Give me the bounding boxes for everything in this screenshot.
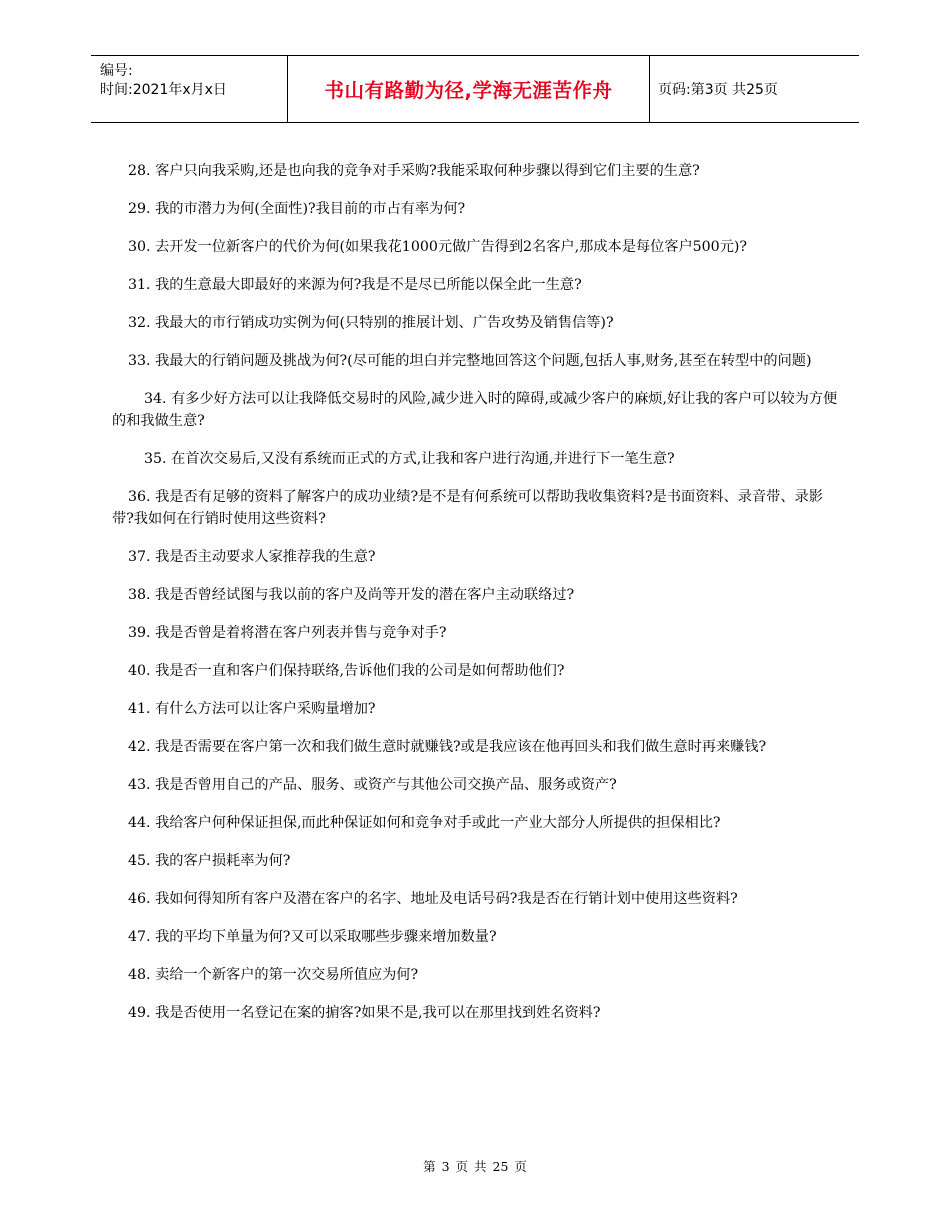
question-33: 33. 我最大的行销问题及挑战为何?(尽可能的坦白并完整地回答这个问题,包括人事,财务,甚至在转型中的问题) [128, 353, 812, 369]
footer-ye2: 页 [514, 1159, 527, 1174]
page-info: 页码:第3页 共25页 [658, 82, 778, 98]
footer-di: 第 [423, 1159, 436, 1174]
header-motto-cell [287, 56, 650, 122]
question-36: 36. 我是否有足够的资料了解客户的成功业绩?是不是有何系统可以帮助我收集资料?是书面资料、录音带、录影带?我如何在行销时使用这些资料? [112, 489, 823, 527]
question-28: 28. 客户只向我采购,还是也向我的竞争对手采购?我能采取何种步骤以得到它们主要的生意? [128, 163, 700, 179]
question-44: 44. 我给客户何种保证担保,而此种保证如何和竞争对手或此一产业大部分人所提供的担保相比? [128, 815, 721, 831]
question-48: 48. 卖给一个新客户的第一次交易所值应为何? [128, 967, 419, 983]
footer-total-pages: 25 [492, 1159, 509, 1174]
question-43: 43. 我是否曾用自己的产品、服务、或资产与其他公司交换产品、服务或资产? [128, 777, 617, 793]
question-41: 41. 有什么方法可以让客户采购量增加? [128, 701, 376, 717]
question-30: 30. 去开发一位新客户的代价为何(如果我花1000元做广告得到2名客户,那成本是每位客户500元)? [128, 239, 748, 255]
page-footer [0, 1157, 950, 1175]
question-39: 39. 我是否曾是着将潜在客户列表并售与竞争对手? [128, 625, 447, 641]
question-31: 31. 我的生意最大即最好的来源为何?我是不是尽已所能以保全此一生意? [128, 277, 582, 293]
question-29: 29. 我的市潜力为何(全面性)?我目前的市占有率为何? [128, 201, 466, 217]
question-34: 34. 有多少好方法可以让我降低交易时的风险,减少进入时的障碍,或减少客户的麻烦,好让我的客户可以较为方便的和我做生意? [112, 391, 838, 429]
question-38: 38. 我是否曾经试图与我以前的客户及尚等开发的潜在客户主动联络过? [128, 587, 575, 603]
question-32: 32. 我最大的市行销成功实例为何(只特别的推展计划、广告攻势及销售信等)? [128, 315, 614, 331]
question-47: 47. 我的平均下单量为何?又可以采取哪些步骤来增加数量? [128, 929, 497, 945]
footer-gong: 共 [474, 1159, 487, 1174]
question-49: 49. 我是否使用一名登记在案的掮客?如果不是,我可以在那里找到姓名资料? [128, 1005, 601, 1021]
footer-page-number: 3 [441, 1159, 450, 1174]
question-37: 37. 我是否主动要求人家推荐我的生意? [128, 549, 376, 565]
question-46: 46. 我如何得知所有客户及潜在客户的名字、地址及电话号码?我是否在行销计划中使用这些资料? [128, 891, 738, 907]
question-list [112, 160, 842, 1040]
header-table [91, 55, 859, 123]
number-label: 编号: [100, 63, 133, 79]
question-40: 40. 我是否一直和客户们保持联络,告诉他们我的公司是如何帮助他们? [128, 663, 565, 679]
question-45: 45. 我的客户损耗率为何? [128, 853, 291, 869]
header-meta [91, 56, 287, 122]
question-35: 35. 在首次交易后,又没有系统而正式的方式,让我和客户进行沟通,并进行下一笔生意? [144, 451, 675, 467]
footer-ye: 页 [455, 1159, 469, 1174]
motto: 书山有路勤为径,学海无涯苦作舟 [324, 79, 613, 102]
question-42: 42. 我是否需要在客户第一次和我们做生意时就赚钱?或是我应该在他再回头和我们做生意时再来赚钱? [128, 739, 767, 755]
time-label: 时间:2021年x月x日 [100, 82, 227, 98]
